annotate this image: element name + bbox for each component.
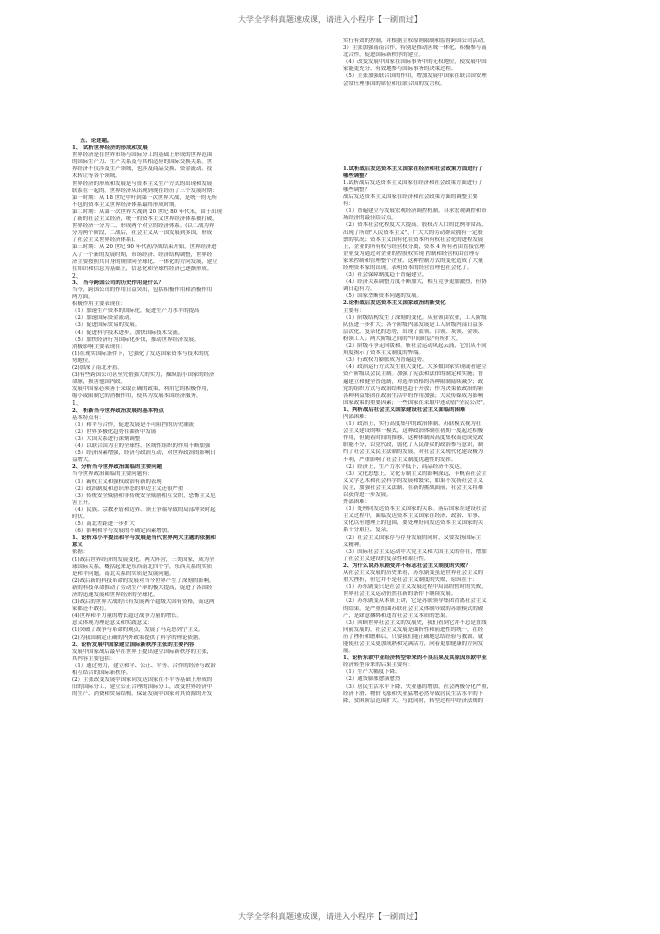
left-text-line: (4)世界和平力量的增长超过战争力量的增长。 (72, 613, 183, 620)
left-text-line: 第二时期：从第一次世界大战到 20 世纪 80 年代末，由于出现 (72, 208, 222, 215)
right-text-line: （1）苏东剧变只是社会主义发展过程中局部的暂时的失败， (343, 584, 487, 591)
left-text-line: 意义体现为理论意义和实践意义： (72, 620, 153, 627)
left-text-line: 相互结合的国际新秩序。 (72, 670, 132, 677)
right-text-line: 出现了所谓"人民资本主义"，广大大的劳动群众拥有一定股 (343, 229, 483, 236)
left-text-line: （4）民族、宗教矛盾和边界、领土争端导致的局部冲突时起 (72, 506, 216, 513)
left-text-line: 世界经济是在世界市场与国际分工的基础上形成的世界范围 (72, 152, 213, 159)
right-text-line (343, 159, 605, 166)
left-text-line: 分为两个阶段，二战后，社会主义从一国发展到多国，形成 (72, 230, 213, 237)
right-text-line: （2）通货膨胀愈演愈烈 (343, 676, 401, 683)
right-text-line: 各种利益集团在政治生活中的作用加强；大众传媒成为影响 (343, 392, 484, 399)
right-text-line (343, 144, 605, 151)
right-text-line: 3）主张加强南南合作，特别是推动区域一体化，积极参与南 (343, 45, 487, 52)
left-text-line: （5）加快经济行为国际化步伐，推动世界经济发展。 (72, 336, 200, 343)
left-text-line: 1、论析邓小平提出和平与发展是当代世界两大主题的依据和 (72, 535, 216, 542)
left-text-line: (1)突破了战争与革命的观点，发展了马克思列宁主义。 (72, 627, 204, 634)
left-text-line: （4）促进科学技术进步，加快国际技术交流。 (72, 329, 184, 336)
left-text-line: 第三时期：从 20 世纪 90 年代初冷战结束开始，世界经济进 (72, 244, 217, 251)
left-text-line: (2)为我国制定正确的内外政策提供了科学的理论依据。 (72, 634, 204, 641)
right-text-line: 不利，严重影响了社会主义制度优越性的发挥。 (343, 456, 457, 463)
right-text-line: 场经济的最佳结合点。 (343, 215, 397, 222)
left-text-line: 意义 (72, 542, 83, 549)
left-text-line: (2）主张改变发展中国家同发达国家在不平等基础上形成的 (72, 677, 213, 684)
right-text-line: （1）处理同发达资本主义国家的关系。落后国家在建设社会 (343, 506, 487, 513)
right-text-line (343, 95, 605, 102)
right-text-line: 主要有： (343, 307, 365, 314)
right-text-line: （3）居民生活水平下降，失业惠的增加，社会两极分化严重， (343, 683, 492, 690)
left-text-line: 2、分析当今世界政治面临的主要问题 (72, 464, 163, 471)
left-text-line: 的国际生产力、生产关系及与其相适应的国际交换关系。世 (72, 159, 213, 166)
right-text-line: 1、判析战后社会主义国家建设社会主义面临的困难 (343, 406, 466, 413)
right-text-line: 经济转型带来的后果主要有： (343, 662, 414, 669)
right-text-line: 约了社会主义民主法制的发展，对社会主义现代化建设极为 (343, 449, 484, 456)
left-text-line: （2）加速国际资金流动。 (72, 315, 135, 322)
right-text-line: 队伍进一步扩大；各个阶级内部发展是工人阶级内部日益多 (343, 321, 484, 328)
right-text-line: 会主义建设的唯一模式，这种政治体制在初期一度起过积极 (343, 428, 484, 435)
left-text-line: （1）加速生产资本的国际化，促进生产力水平的提高 (72, 308, 200, 315)
left-text-line: 济主要按照共自身的规律向全球化、一体化的方向发展，建立 (72, 258, 218, 265)
right-text-line: （3）国际社会主义运动中大党主义和大国主义的存在，增加 (343, 548, 487, 555)
left-text-line: 旧的国际分工，建立公正合理的国际分工，改变世界经济中 (72, 684, 213, 691)
left-text-line: 联系在一起的。世界经济从出现到现在经历了三个发展时期： (72, 187, 218, 194)
left-text-line: 积极作用主要表现在： (72, 301, 126, 308)
right-text-line: 党的组织方式与政治结构也趋于开放；作为决策依政治的新 (343, 385, 484, 392)
left-text-line: 命脉，损害他国内政。 (72, 379, 126, 386)
left-text-line: （4）以联合国为主的全球性、区域性组织的作用不断加强 (72, 443, 211, 450)
right-text-line: （4）经济关系调整力度不断加大，相互竞争更加激烈，但协 (343, 279, 487, 286)
right-text-line: 粉领工人；两大阶级之间的"中间阶层"有所扩大。 (343, 335, 462, 342)
right-text-line (343, 152, 605, 159)
left-text-line: 发展中国家战后最早在世界上提出建立国际新秩序的主张， (72, 648, 213, 655)
left-text-line: 不包的资本主义世界经济体系最终形成时期。 (72, 201, 180, 208)
right-text-line: 票的状况；资本主义国有化在资本所有权社会化的进程发展 (343, 236, 484, 243)
right-text-line: （5）国家垄断资本问题的发展。 (343, 293, 422, 300)
right-text-line: 重大挫折，但它并不是社会主义制度的失败，原因在于： (343, 577, 478, 584)
left-text-line: 了社会主义世界经济体系)。 (72, 237, 139, 244)
left-text-line: 势地位。 (72, 357, 94, 364)
right-text-line: 主义过程中，面临发达资本主义国家在经济、政治、军事、 (343, 513, 484, 520)
left-text-line: (3)有些跨国公司甚至凭借强大的实力，操纵弱小国家的经济 (72, 372, 215, 379)
left-text-line: 时伏。 (72, 513, 89, 520)
left-text-line: 缩小或限制它的消极作用，使其为发展本国经济服务。 (72, 393, 202, 400)
right-text-line: 降，贫困阶层范围扩大。与此同时，转型过程中经济法规的 (343, 697, 484, 704)
left-text-line: （1）霸权主义和强权政治有新的表现 (72, 478, 162, 485)
left-text-line: 1、 试析世界经济的形成和发展 (72, 145, 148, 152)
right-text-line: 层次化，复杂化的态势，出现了蓝领、白领、灰领、金领、 (343, 328, 484, 335)
right-text-line: 从社会主义发展的历史来看，苏东剧变虽是世界社会主义的 (343, 570, 484, 577)
right-text-line: 上，企业的所有权与经营权分离，资本 4 所有者由直接管理 (343, 243, 485, 250)
left-text-line: 害上升。 (72, 499, 94, 506)
left-text-line: 当今世界政治面临的主要问题有： (72, 471, 153, 478)
right-text-line (343, 116, 605, 123)
right-text-line: 家能更充分、有效地参与国际事务的决策过程。 (343, 66, 457, 73)
right-text-line: 国家政策的重要因素；一些国家在采取中述动倡"全民公决"。 (343, 399, 489, 406)
right-text-line: （1）阶级结构发生了深刻的变化。从业领由农业，工人阶级 (343, 314, 487, 321)
right-text-line: 1.试析战后发达资本主义国家在经济和社会政策方面进行了 (343, 179, 483, 186)
left-text-line: 界经济不仅涉及生产领域，也涉及商品交换、资金流动、技 (72, 166, 213, 173)
right-text-line: 文化以至地理上的包围，要处理好同发达资本主义国家的关 (343, 520, 484, 527)
left-text-line: 是和平问题，南北关系的实质是发展问题。 (72, 570, 175, 577)
right-text-line (343, 130, 605, 137)
left-text-line: 球国际关系，概括起来是东西南北四个字，东西关系的实质 (72, 563, 213, 570)
left-text-line: 其内容主要包括： (72, 655, 116, 662)
right-text-line: 展。 (343, 648, 354, 655)
left-text-line: 1、 (72, 400, 82, 408)
right-text-line: （3）社会保障制度趋于普遍建立。 (343, 272, 428, 279)
right-text-line: 的结果，是严重扭曲苏联社会主义体制导致的苏联模式的破 (343, 605, 484, 612)
right-text-line: 实行有效的控制，并根据主权原则限制和监督跨国公司活动。 (343, 38, 489, 44)
right-text-line: 哪些调整？ (343, 172, 370, 179)
right-text-line: 作用，但随着时间的推移，这种体制因高度集权而造成党政 (343, 435, 484, 442)
left-text-line: 2、 (72, 272, 82, 280)
left-text-line: 2、 析新当今世界政治发展的基本特点 (72, 407, 164, 414)
left-text-line: （3）促进国际贸易的发展。 (72, 322, 141, 329)
left-text-line: 家都还不敢打。 (72, 606, 110, 613)
left-text-line: (2)加深了南北矛盾。 (72, 365, 123, 371)
left-text-line: 发展中国家必须善于采取正确的政策，利用它的积极作用， (72, 386, 213, 393)
right-text-line: 内部困难： (343, 413, 370, 420)
right-text-line: 2、为什么说苏东剧变并不标志社会主义制度的失败？ (343, 562, 471, 569)
right-text-line (343, 102, 605, 109)
right-text-line: 系十分艰巨，复杂。 (343, 527, 392, 534)
right-text-line: 企业变为通过对企业的控股权实现 控制和经营权由管理专 (343, 250, 480, 257)
right-text-line: 北合作，促进国际新秩序的建立。 (343, 52, 424, 59)
right-text-line: （2）苏东剧变从本质上讲，它是苏联领导集团背离社会主义 (343, 598, 487, 605)
right-text-line: 向前发展的。社会主义发展是曲折性和前进性的统一。在经 (343, 626, 484, 633)
left-text-line: 消极影响主要表现在： (72, 343, 126, 350)
right-text-line: 哪些调整？ (343, 186, 370, 193)
right-text-line: （3）行政权力膨胀成为普遍趋势。 (343, 357, 428, 364)
right-text-line (343, 123, 605, 130)
left-column (72, 138, 332, 698)
right-text-line: 1.试析战后发达资本主义国家在经济和社会政策方面进行了 (343, 165, 484, 172)
left-text-line: 3、 当今跨国公司的历史作用是什么？ (72, 279, 164, 286)
right-text-line (343, 88, 605, 95)
right-text-line: 世界社会主义运动仍然在新的条件下继续发展。 (343, 591, 457, 598)
left-text-line: (1)战后世界经济的发展变化。两大阵营，三类国家，成为全 (72, 556, 215, 563)
right-text-line: 战后发达资本主义国家在经济和社会政策方面的调整主要 (343, 194, 478, 201)
left-text-line: 五、论述题。 (80, 138, 113, 144)
left-text-line: （1）和平与合作，促进发展是不可阻挡的历史潮流 (72, 421, 195, 428)
right-text-line: 调日趋有力。 (343, 286, 376, 293)
right-text-line: （5）主张加强联合国的作用，增加发展中国家在联合国安理 (343, 73, 487, 80)
right-text-line: （1）普遍建立与发展宏观经济调控机制，寻求宏观调控和市 (343, 208, 487, 215)
right-column (343, 38, 605, 705)
right-text-line: 民主，加强社会主义法制，在新的挑战面前，社会主义将难 (343, 484, 484, 491)
left-text-line: 基本特点有： (72, 414, 105, 421)
page-header: 大学全学科真题速成课，请进入小程序【一刷而过】 (238, 15, 422, 24)
left-text-line: （5）经济因素增强，经济与政治互动，对世界政治的影响日 (72, 450, 216, 457)
left-text-line: 当今，跨国公司的作用日益突出，包括积极作用和消极作用 (72, 286, 213, 293)
right-text-line (343, 109, 605, 116)
right-text-line: 义文学艺术和社会科学的发展和繁荣，如果不发扬社会主义 (343, 477, 484, 484)
right-text-line: （2）阶级斗争走向缓和。斩社会运动风起云涌，它们从不同 (343, 343, 487, 350)
right-text-line: 职能不分，以党代政，弱化了人民群众的政治参与意识，制 (343, 442, 484, 449)
right-text-line: 2.论析战后发达资本主义国家政治的新变化 (343, 300, 446, 307)
left-text-line: 两方面。 (72, 294, 94, 301)
right-text-line: 有： (343, 201, 354, 208)
left-text-line: 入了一个新的发展时期，市场经济、经济结构调整，世界经 (72, 251, 213, 258)
left-text-line: 济的迅速发展和世界经济的全球化。 (72, 592, 159, 598)
left-text-line: 了新的社会主义经济，统一的资本主义世界经济体系被打破， (72, 216, 218, 223)
left-text-line: 第一时期：从 18 世纪中叶到第一次世界大战，是统一的无所 (72, 194, 218, 201)
right-text-line: 家来控制和管理整个企业。这种控制方式的变化造成了大量 (343, 257, 484, 264)
left-text-line: （1）通过努力，建立和平、公正、平等、合作的经济与政治 (72, 662, 216, 669)
left-text-line: （2）世界多极化趋势在曲折中发展 (72, 428, 157, 435)
right-text-line: 会常任理事国的席位和在联合国的发言权。 (343, 80, 446, 87)
left-text-line: 术转让等各个领域。 (72, 173, 121, 180)
right-text-line: 义精神。 (343, 541, 365, 548)
right-text-line: （3）文化思想上，文化专制主义的影响深远，卡帆着社会主 (343, 470, 487, 477)
right-text-line: 以获得进一步发展。 (343, 492, 392, 498)
right-text-line: 能使社会主义更加成熟和完满活力，向着更加健康的方向发 (343, 640, 484, 647)
left-text-line: 依据： (72, 549, 89, 556)
page-footer: 大学全学科真题速成课，请进入小程序【一刷而过】 (238, 912, 422, 921)
right-text-line: 经济下滑、物价飞涨和失业猛增必然导致居民生活水平的下 (343, 690, 484, 697)
right-text-line: （2）资本社会化程度大大提高。股权占人口的比例非常高， (343, 222, 487, 229)
right-text-line: （4）政治运行方式发生很大变化。大多数国家实现或者建立 (343, 364, 487, 371)
left-text-line: 新的科技革命推动了劳动生产率的极大提高，促进了各国经 (72, 584, 213, 591)
right-text-line: 历了挫折和磨难后，只要我们能正确地总结经验与教训，就 (343, 633, 484, 640)
left-text-line: 2、论析发展中国家建立国际新秩序主张的主要内容 (72, 641, 195, 648)
right-text-line: 外部困难： (343, 499, 370, 506)
right-text-line: 产，是肆意捆绑和违背社会主义本质的恶果。 (343, 612, 451, 619)
left-text-line: （2）政治制度和意识形态的单边主义还很严重 (72, 485, 184, 492)
right-text-line: 遍建立和健全普选制，对选举资格的各种限制陆续减少；政 (343, 378, 484, 385)
right-text-line: 经理资本家的出现，表明资本的经营管理也社会化了。 (343, 265, 473, 271)
left-text-line: 在知识和信息为基础上，信息化和全球性经济已逐渐形成。 (72, 265, 213, 272)
left-text-line: 的生产、消费和贸易结构。保证发展中国家对其资源的开发 (72, 691, 213, 698)
right-text-line: （3）回顾世界社会主义的发展史，我们看到它并不总是直线 (343, 619, 487, 626)
right-text-line: （4）改变发展中国家在国际事务中的无权地位，使发展中国 (343, 59, 487, 66)
right-text-line: 资产阶级议会民主制。加强了宪法和法律的制定和实施；普 (343, 371, 484, 378)
right-text-line (343, 137, 605, 144)
left-text-line: （3）大国关系进行深刻调整 (72, 435, 141, 442)
left-text-line: （6）影响和平与发展的不确定因素增加。 (72, 528, 173, 535)
right-text-line: （2）社会主义国家存与存身发展的同时，又要发扬国际主 (343, 534, 482, 541)
left-text-line: (3)战后的世界大战的只有发展两个超级大国有资格，而这两 (72, 599, 215, 606)
left-text-line: （3）传统安全威胁和非传统安全威胁相互交织，恐怖主义危 (72, 492, 216, 499)
right-text-line: 1、论析东欧中亚经济转型带来的不良后果及其原因东欧中亚 (343, 655, 487, 662)
right-text-line: 了社会主义建设的复杂性和艰巨性。 (343, 555, 430, 562)
left-text-line: 益增大。 (72, 457, 94, 464)
right-text-line: （1）政治上，实行高度集中的政治体制，苏联模式视为社 (343, 421, 482, 428)
left-text-line: 世界经济一分为二，形成两个对立的经济体系。(以二战为界 (72, 223, 215, 230)
right-text-line: （2）经济上，生产力水平低下，商品经济不发达。 (343, 463, 466, 470)
left-text-line: 世界经济的形成和发展是与资本主义生产方式的出现和发展 (72, 180, 213, 187)
left-text-line: (2)战后新的科技革命的发展对当今世界产生了深刻的影响。 (72, 577, 215, 584)
left-text-line: （5）南北差距进一步扩大 (72, 521, 135, 528)
left-text-line: (1)在现实国际条件下，它强化了发达国家资本与技术的优 (72, 350, 210, 357)
right-text-line: （1）生产大幅度下降。 (343, 669, 401, 676)
right-text-line: 角度揭示了资本主义制度的弊端。 (343, 350, 424, 357)
